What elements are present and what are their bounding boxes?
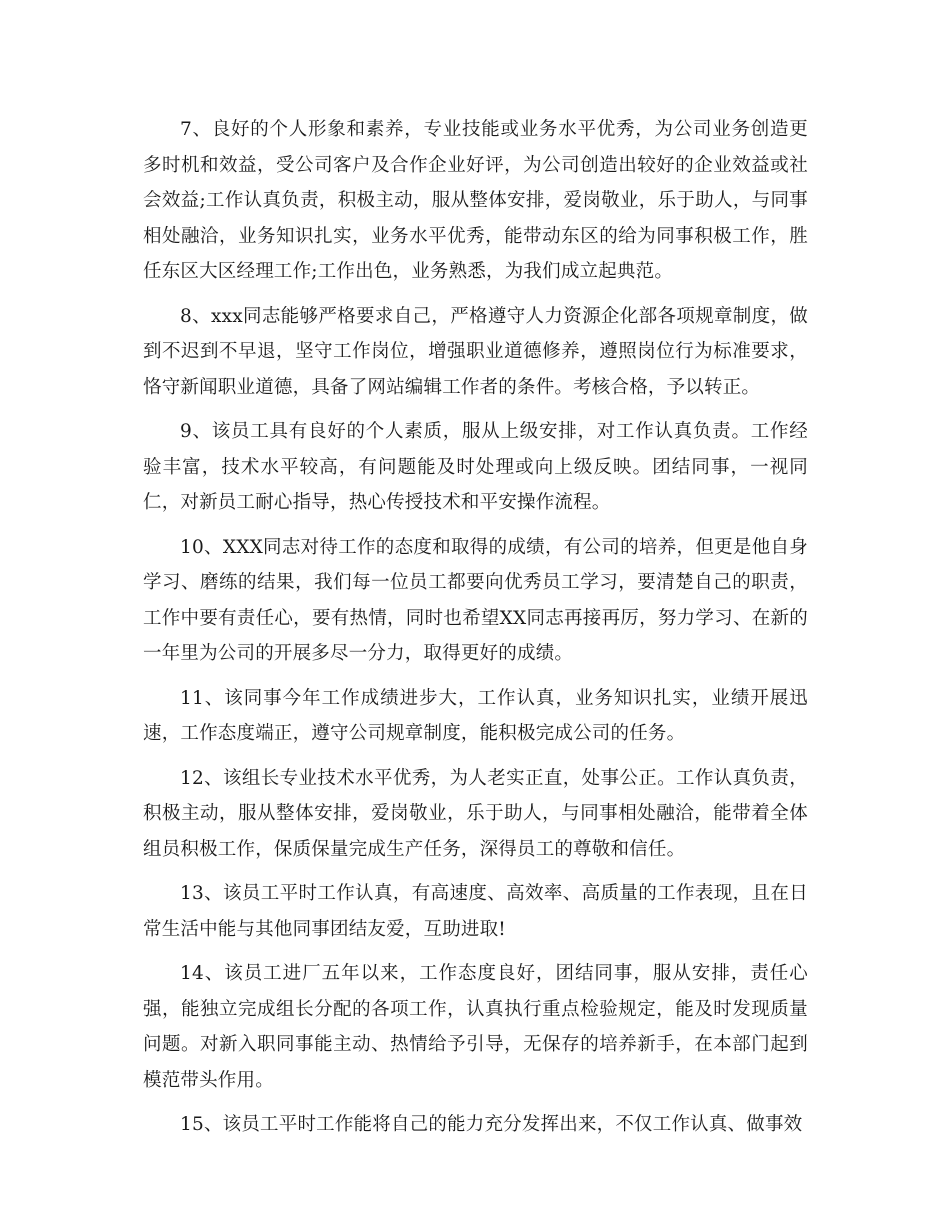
paragraph-12: 12、该组长专业技术水平优秀，为人老实正直，处事公正。工作认真负责，积极主动，服从整体安排，爱岗敬业，乐于助人，与同事相处融洽，能带着全体组员积极工作，保质保量完成生产任务，深得员工的尊敬和信任。 (143, 767, 808, 860)
paragraph-13: 13、该员工平时工作认真，有高速度、高效率、高质量的工作表现，且在日常生活中能与其他同事团结友爱，互助进取! (143, 883, 808, 940)
paragraph-15: 15、该员工平时工作能将自己的能力充分发挥出来，不仅工作认真、做事效 (180, 1114, 803, 1135)
paragraph-9: 9、该员工具有良好的个人素质，服从上级安排，对工作认真负责。工作经验丰富，技术水平较高，有问题能及时处理或向上级反映。团结同事，一视同仁，对新员工耐心指导，热心传授技术和平安操作流程。 (143, 421, 808, 513)
paragraph-14: 14、该员工进厂五年以来，工作态度良好，团结同事，服从安排，责任心强，能独立完成组长分配的各项工作，认真执行重点检验规定，能及时发现质量问题。对新入职同事能主动、热情给予引导，无保存的培养新手，在本部门起到模范带头作用。 (143, 963, 808, 1091)
paragraph-11: 11、该同事今年工作成绩进步大，工作认真，业务知识扎实，业绩开展迅速，工作态度端正，遵守公司规章制度，能积极完成公司的任务。 (143, 687, 808, 744)
paragraph-10: 10、XXX同志对待工作的态度和取得的成绩，有公司的培养，但更是他自身学习、磨练的结果，我们每一位员工都要向优秀员工学习，要清楚自己的职责，工作中要有责任心，要有热情，同时也希望XX同志再接再厉，努力学习、在新的一年里为公司的开展多尽一分力，取得更好的成绩。 (143, 536, 808, 664)
document-body (143, 112, 808, 1152)
paragraph-7: 7、良好的个人形象和素养，专业技能或业务水平优秀，为公司业务创造更多时机和效益，受公司客户及合作企业好评，为公司创造出较好的企业效益或社会效益;工作认真负责，积极主动，服从整体安排，爱岗敬业，乐于助人，与同事相处融洽，业务知识扎实，业务水平优秀，能带动东区的给为同事积极工作，胜任东区大区经理工作;工作出色，业务熟悉，为我们成立起典范。 (143, 119, 808, 282)
paragraph-8: 8、xxx同志能够严格要求自己，严格遵守人力资源企化部各项规章制度，做到不迟到不早退，坚守工作岗位，增强职业道德修养，遵照岗位行为标准要求，恪守新闻职业道德，具备了网站编辑工作者的条件。考核合格，予以转正。 (143, 305, 808, 398)
